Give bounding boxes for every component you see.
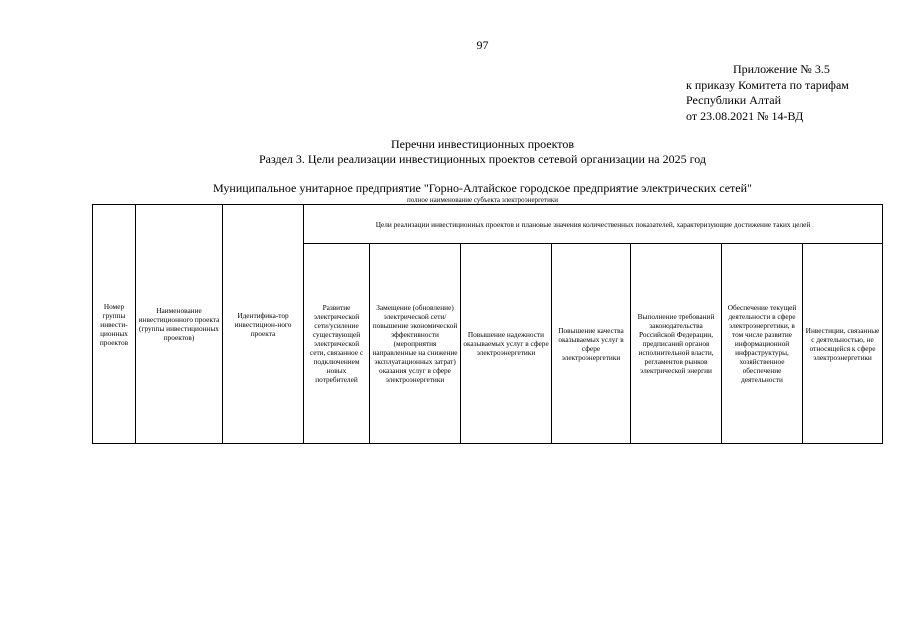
section-title: Раздел 3. Цели реализации инвестиционных проектов сетевой организации на 2025 год <box>258 152 707 166</box>
page-number: 97 <box>476 38 489 52</box>
organization-caption: полное наименование субъекта электроэнергетики <box>407 196 558 204</box>
header-project-name: Наименование инвестиционного проекта (группы инвестиционных проектов) <box>136 205 223 444</box>
header-project-id: Идентифика-тор инвестицион-ного проекта <box>223 205 304 444</box>
header-goals-group: Цели реализации инвестиционных проектов и плановые значения количественных показателей, характеризующие достижение таких целей <box>304 205 883 244</box>
header-goal-non-energy: Инвестиции, связанные с деятельностью, не относящейся к сфере электроэнергетики <box>803 244 883 444</box>
appendix-block <box>686 62 896 124</box>
header-goal-quality: Повышение качества оказываемых услуг в сфере электроэнергетики <box>552 244 631 444</box>
header-goal-reliability: Повышение надежности оказываемых услуг в сфере электроэнергетики <box>461 244 552 444</box>
header-goal-current-activity: Обеспечение текущей деятельности в сфере электроэнергетики, в том числе развитие информационной инфраструктуры, хозяйственное обеспечение деятельности <box>722 244 803 444</box>
header-goal-development: Развитие электрической сети/усиление существующей электрической сети, связанное с подключением новых потребителей <box>304 244 370 444</box>
appendix-line-4: от 23.08.2021 № 14-ВД <box>686 108 804 123</box>
organization-name: Муниципальное унитарное предприятие "Горно-Алтайское городское предприятие электрических сетей" <box>213 181 752 195</box>
appendix-line-3: Республики Алтай <box>686 93 781 107</box>
header-goal-replacement: Замещение (обновление) электрической сети/повышение экономической эффективности (мероприятия направленные на снижение эксплуатационных затрат) оказания услуг в сфере электроэнергетики <box>370 244 461 444</box>
appendix-line-1: Приложение № 3.5 <box>733 62 830 76</box>
appendix-line-2: к приказу Комитета по тарифам <box>686 77 849 92</box>
header-goal-legislation: Выполнение требований законодательства Российской Федерации, предписаний органов исполнительной власти, регламентов рынков электрической энергии <box>631 244 722 444</box>
projects-table <box>92 204 882 444</box>
document-title: Перечни инвестиционных проектов <box>390 137 575 151</box>
header-project-number: Номер группы инвести-ционных проектов <box>93 205 136 444</box>
